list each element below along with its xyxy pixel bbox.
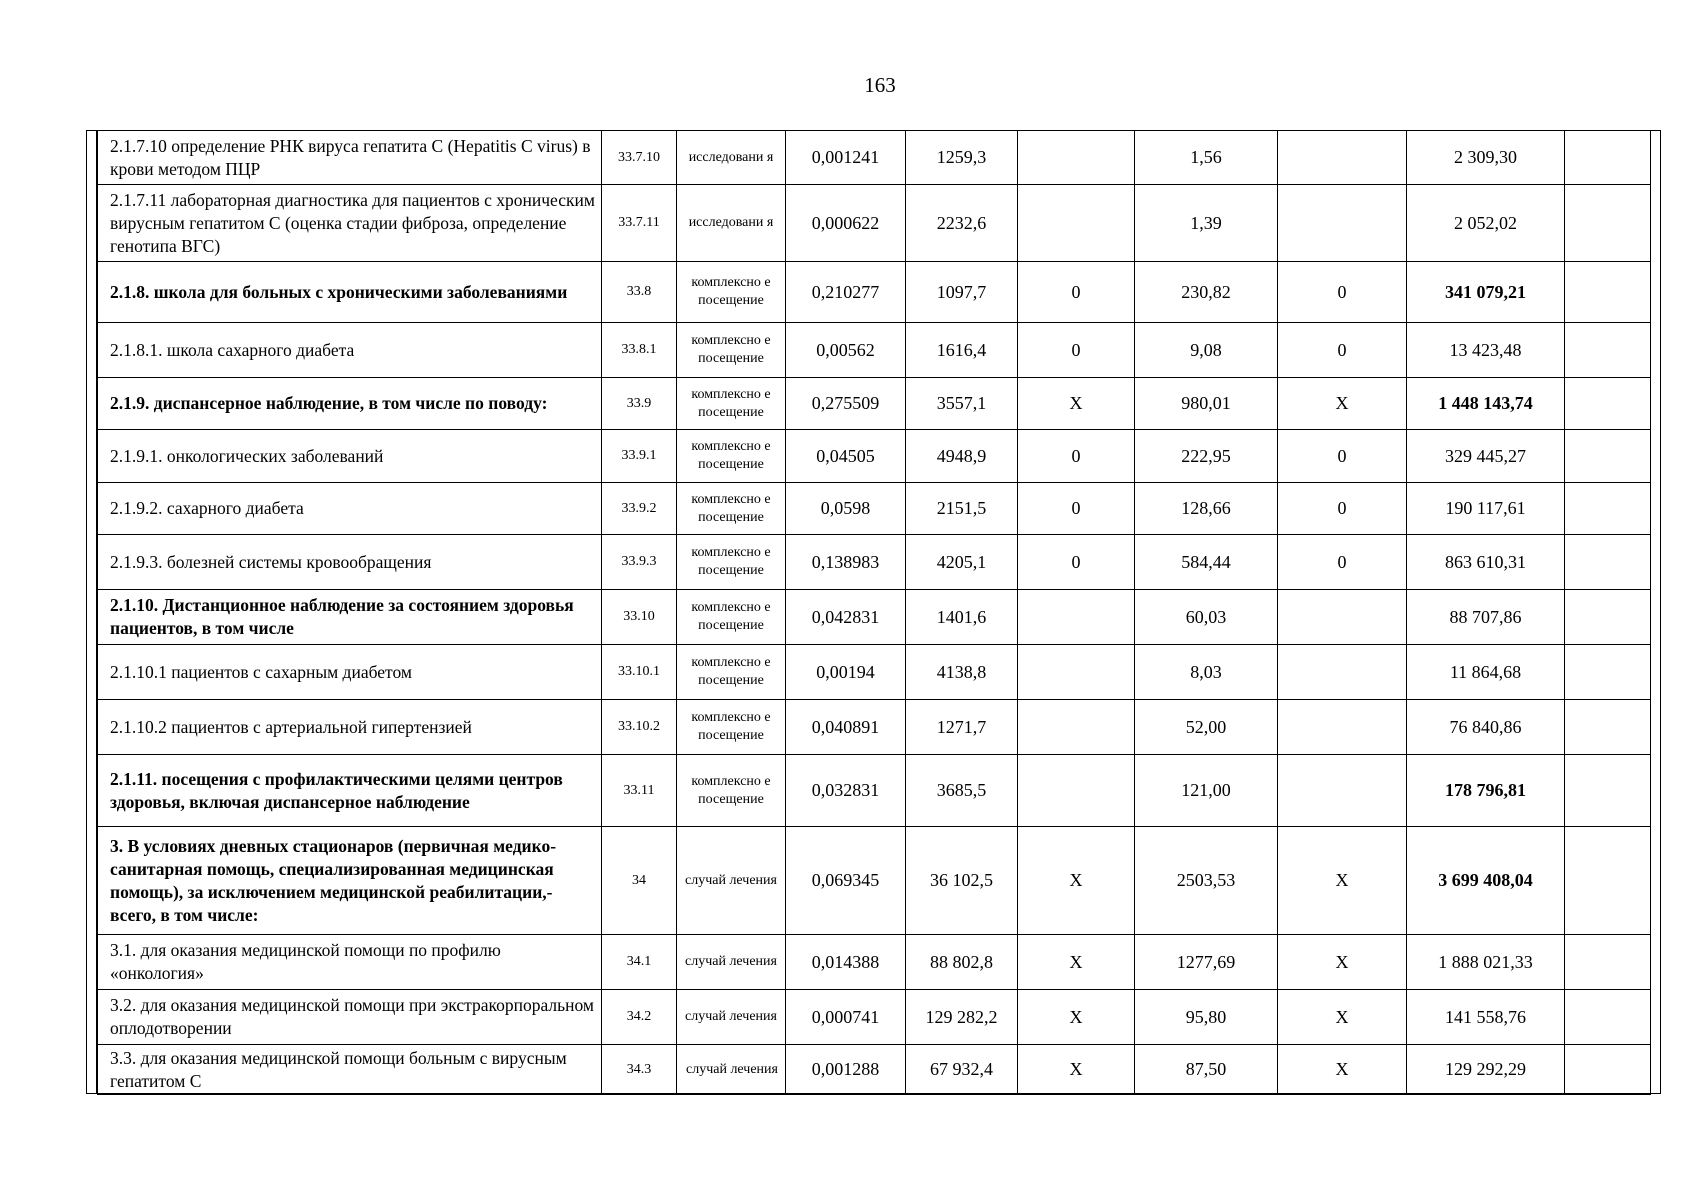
row-mark1-cell <box>1018 590 1135 645</box>
row-cost-cell: 4948,9 <box>906 430 1018 483</box>
row-unit-cell: случай лечения <box>677 827 786 935</box>
row-name-cell: 3.3. для оказания медицинской помощи больным с вирусным гепатитом С <box>98 1045 602 1095</box>
row-mark2-cell: 0 <box>1278 262 1407 323</box>
row-per-capita-cell: 95,80 <box>1135 990 1278 1045</box>
row-name-cell: 2.1.10.1 пациентов с сахарным диабетом <box>98 645 602 700</box>
row-unit-cell: случай лечения <box>677 990 786 1045</box>
table-row <box>98 935 1651 990</box>
row-unit-cell: исследовани я <box>677 185 786 262</box>
row-code-cell: 33.8.1 <box>602 323 677 378</box>
row-total-cell: 2 309,30 <box>1407 131 1565 185</box>
row-code-cell: 33.10 <box>602 590 677 645</box>
row-per-capita-cell: 1,39 <box>1135 185 1278 262</box>
row-per-capita-cell: 980,01 <box>1135 378 1278 430</box>
table-row <box>98 378 1651 430</box>
row-code-cell: 33.9.2 <box>602 483 677 535</box>
row-mark1-cell: Х <box>1018 990 1135 1045</box>
row-name-cell: 3.1. для оказания медицинской помощи по профилю «онкология» <box>98 935 602 990</box>
row-rate-cell: 0,042831 <box>786 590 906 645</box>
row-per-capita-cell: 1,56 <box>1135 131 1278 185</box>
table-row <box>98 323 1651 378</box>
row-total-cell: 863 610,31 <box>1407 535 1565 590</box>
row-empty-cell <box>1565 483 1651 535</box>
row-rate-cell: 0,001288 <box>786 1045 906 1095</box>
row-code-cell: 34.2 <box>602 990 677 1045</box>
row-per-capita-cell: 8,03 <box>1135 645 1278 700</box>
row-cost-cell: 1616,4 <box>906 323 1018 378</box>
row-cost-cell: 1259,3 <box>906 131 1018 185</box>
row-total-cell: 76 840,86 <box>1407 700 1565 755</box>
row-mark1-cell <box>1018 700 1135 755</box>
row-rate-cell: 0,275509 <box>786 378 906 430</box>
row-per-capita-cell: 584,44 <box>1135 535 1278 590</box>
row-name-cell: 2.1.10.2 пациентов с артериальной гипертензией <box>98 700 602 755</box>
row-name-cell: 2.1.7.10 определение РНК вируса гепатита С (Hepatitis C virus) в крови методом ПЦР <box>98 131 602 185</box>
row-unit-cell: комплексно е посещение <box>677 700 786 755</box>
row-name-cell: 2.1.11. посещения с профилактическими целями центров здоровья, включая диспансерное наблюдение <box>98 755 602 827</box>
row-total-cell: 1 448 143,74 <box>1407 378 1565 430</box>
row-rate-cell: 0,001241 <box>786 131 906 185</box>
row-unit-cell: комплексно е посещение <box>677 262 786 323</box>
row-per-capita-cell: 60,03 <box>1135 590 1278 645</box>
row-per-capita-cell: 87,50 <box>1135 1045 1278 1095</box>
row-code-cell: 33.8 <box>602 262 677 323</box>
row-per-capita-cell: 1277,69 <box>1135 935 1278 990</box>
row-rate-cell: 0,000741 <box>786 990 906 1045</box>
row-rate-cell: 0,040891 <box>786 700 906 755</box>
row-unit-cell: комплексно е посещение <box>677 430 786 483</box>
page-number: 163 <box>864 73 896 97</box>
table-row <box>98 483 1651 535</box>
row-unit-cell: случай лечения <box>677 1045 786 1095</box>
row-mark1-cell: 0 <box>1018 483 1135 535</box>
row-code-cell: 33.9.3 <box>602 535 677 590</box>
row-rate-cell: 0,210277 <box>786 262 906 323</box>
row-empty-cell <box>1565 262 1651 323</box>
row-name-cell: 3. В условиях дневных стационаров (первичная медико-санитарная помощь, специализированная медицинская помощь), за исключением медицинской реабилитации,- всего, в том числе: <box>98 827 602 935</box>
row-cost-cell: 129 282,2 <box>906 990 1018 1045</box>
row-mark1-cell <box>1018 185 1135 262</box>
row-per-capita-cell: 128,66 <box>1135 483 1278 535</box>
row-mark2-cell <box>1278 700 1407 755</box>
row-mark2-cell <box>1278 590 1407 645</box>
row-empty-cell <box>1565 645 1651 700</box>
row-empty-cell <box>1565 323 1651 378</box>
row-mark2-cell: Х <box>1278 378 1407 430</box>
row-name-cell: 2.1.9.2. сахарного диабета <box>98 483 602 535</box>
row-unit-cell: комплексно е посещение <box>677 590 786 645</box>
row-per-capita-cell: 9,08 <box>1135 323 1278 378</box>
row-cost-cell: 4205,1 <box>906 535 1018 590</box>
row-code-cell: 33.10.2 <box>602 700 677 755</box>
table-row <box>98 185 1651 262</box>
row-unit-cell: комплексно е посещение <box>677 483 786 535</box>
row-mark2-cell: Х <box>1278 990 1407 1045</box>
row-cost-cell: 4138,8 <box>906 645 1018 700</box>
row-total-cell: 190 117,61 <box>1407 483 1565 535</box>
row-name-cell: 3.2. для оказания медицинской помощи при экстракорпоральном оплодотворении <box>98 990 602 1045</box>
table-row <box>98 990 1651 1045</box>
row-total-cell: 11 864,68 <box>1407 645 1565 700</box>
row-total-cell: 88 707,86 <box>1407 590 1565 645</box>
row-rate-cell: 0,00194 <box>786 645 906 700</box>
row-unit-cell: исследовани я <box>677 131 786 185</box>
row-mark2-cell: Х <box>1278 827 1407 935</box>
table-row <box>98 535 1651 590</box>
row-unit-cell: комплексно е посещение <box>677 323 786 378</box>
row-code-cell: 33.11 <box>602 755 677 827</box>
row-total-cell: 2 052,02 <box>1407 185 1565 262</box>
row-empty-cell <box>1565 935 1651 990</box>
row-name-cell: 2.1.9.3. болезней системы кровообращения <box>98 535 602 590</box>
row-per-capita-cell: 52,00 <box>1135 700 1278 755</box>
row-code-cell: 34.3 <box>602 1045 677 1095</box>
row-mark2-cell <box>1278 645 1407 700</box>
row-rate-cell: 0,069345 <box>786 827 906 935</box>
row-mark1-cell <box>1018 131 1135 185</box>
row-empty-cell <box>1565 378 1651 430</box>
row-rate-cell: 0,0598 <box>786 483 906 535</box>
row-rate-cell: 0,032831 <box>786 755 906 827</box>
row-empty-cell <box>1565 827 1651 935</box>
row-rate-cell: 0,014388 <box>786 935 906 990</box>
row-mark2-cell: Х <box>1278 935 1407 990</box>
table-row <box>98 700 1651 755</box>
row-code-cell: 33.9 <box>602 378 677 430</box>
row-cost-cell: 1097,7 <box>906 262 1018 323</box>
row-rate-cell: 0,000622 <box>786 185 906 262</box>
row-mark1-cell: Х <box>1018 935 1135 990</box>
row-unit-cell: комплексно е посещение <box>677 755 786 827</box>
table-row <box>98 590 1651 645</box>
row-empty-cell <box>1565 590 1651 645</box>
row-code-cell: 33.7.11 <box>602 185 677 262</box>
row-mark1-cell: 0 <box>1018 262 1135 323</box>
row-mark2-cell: 0 <box>1278 483 1407 535</box>
row-empty-cell <box>1565 700 1651 755</box>
row-cost-cell: 2232,6 <box>906 185 1018 262</box>
row-mark2-cell: 0 <box>1278 430 1407 483</box>
row-mark2-cell <box>1278 131 1407 185</box>
row-mark1-cell <box>1018 755 1135 827</box>
row-mark1-cell <box>1018 645 1135 700</box>
row-total-cell: 178 796,81 <box>1407 755 1565 827</box>
row-mark2-cell <box>1278 755 1407 827</box>
table-container <box>97 130 1651 1095</box>
row-total-cell: 329 445,27 <box>1407 430 1565 483</box>
row-name-cell: 2.1.9.1. онкологических заболеваний <box>98 430 602 483</box>
row-mark1-cell: 0 <box>1018 430 1135 483</box>
row-code-cell: 33.7.10 <box>602 131 677 185</box>
row-cost-cell: 1401,6 <box>906 590 1018 645</box>
row-empty-cell <box>1565 131 1651 185</box>
row-empty-cell <box>1565 1045 1651 1095</box>
row-name-cell: 2.1.8. школа для больных с хроническими заболеваниями <box>98 262 602 323</box>
row-cost-cell: 1271,7 <box>906 700 1018 755</box>
row-rate-cell: 0,00562 <box>786 323 906 378</box>
row-code-cell: 34.1 <box>602 935 677 990</box>
row-total-cell: 1 888 021,33 <box>1407 935 1565 990</box>
row-cost-cell: 36 102,5 <box>906 827 1018 935</box>
row-cost-cell: 88 802,8 <box>906 935 1018 990</box>
data-table <box>97 130 1651 1095</box>
row-per-capita-cell: 2503,53 <box>1135 827 1278 935</box>
row-cost-cell: 2151,5 <box>906 483 1018 535</box>
row-mark1-cell: Х <box>1018 378 1135 430</box>
row-code-cell: 33.9.1 <box>602 430 677 483</box>
row-name-cell: 2.1.8.1. школа сахарного диабета <box>98 323 602 378</box>
row-total-cell: 3 699 408,04 <box>1407 827 1565 935</box>
row-empty-cell <box>1565 990 1651 1045</box>
row-total-cell: 141 558,76 <box>1407 990 1565 1045</box>
row-total-cell: 129 292,29 <box>1407 1045 1565 1095</box>
row-empty-cell <box>1565 430 1651 483</box>
row-code-cell: 34 <box>602 827 677 935</box>
table-row <box>98 827 1651 935</box>
row-unit-cell: комплексно е посещение <box>677 645 786 700</box>
row-mark1-cell: Х <box>1018 827 1135 935</box>
row-per-capita-cell: 230,82 <box>1135 262 1278 323</box>
row-unit-cell: случай лечения <box>677 935 786 990</box>
table-row <box>98 131 1651 185</box>
row-empty-cell <box>1565 185 1651 262</box>
row-mark1-cell: 0 <box>1018 323 1135 378</box>
table-row <box>98 645 1651 700</box>
row-name-cell: 2.1.10. Дистанционное наблюдение за состоянием здоровья пациентов, в том числе <box>98 590 602 645</box>
row-per-capita-cell: 121,00 <box>1135 755 1278 827</box>
row-mark2-cell <box>1278 185 1407 262</box>
row-empty-cell <box>1565 755 1651 827</box>
row-per-capita-cell: 222,95 <box>1135 430 1278 483</box>
row-name-cell: 2.1.9. диспансерное наблюдение, в том числе по поводу: <box>98 378 602 430</box>
row-total-cell: 13 423,48 <box>1407 323 1565 378</box>
row-cost-cell: 67 932,4 <box>906 1045 1018 1095</box>
row-code-cell: 33.10.1 <box>602 645 677 700</box>
table-body <box>98 131 1651 1095</box>
row-mark1-cell: Х <box>1018 1045 1135 1095</box>
row-mark2-cell: 0 <box>1278 323 1407 378</box>
row-total-cell: 341 079,21 <box>1407 262 1565 323</box>
row-cost-cell: 3557,1 <box>906 378 1018 430</box>
row-empty-cell <box>1565 535 1651 590</box>
row-rate-cell: 0,138983 <box>786 535 906 590</box>
row-mark2-cell: 0 <box>1278 535 1407 590</box>
table-row <box>98 1045 1651 1095</box>
table-row <box>98 262 1651 323</box>
table-row <box>98 430 1651 483</box>
row-rate-cell: 0,04505 <box>786 430 906 483</box>
row-unit-cell: комплексно е посещение <box>677 378 786 430</box>
row-unit-cell: комплексно е посещение <box>677 535 786 590</box>
row-mark1-cell: 0 <box>1018 535 1135 590</box>
table-row <box>98 755 1651 827</box>
row-name-cell: 2.1.7.11 лабораторная диагностика для пациентов с хроническим вирусным гепатитом С (оценка стадии фиброза, определение генотипа ВГС) <box>98 185 602 262</box>
table-left-strip <box>86 130 97 1094</box>
row-cost-cell: 3685,5 <box>906 755 1018 827</box>
row-mark2-cell: Х <box>1278 1045 1407 1095</box>
